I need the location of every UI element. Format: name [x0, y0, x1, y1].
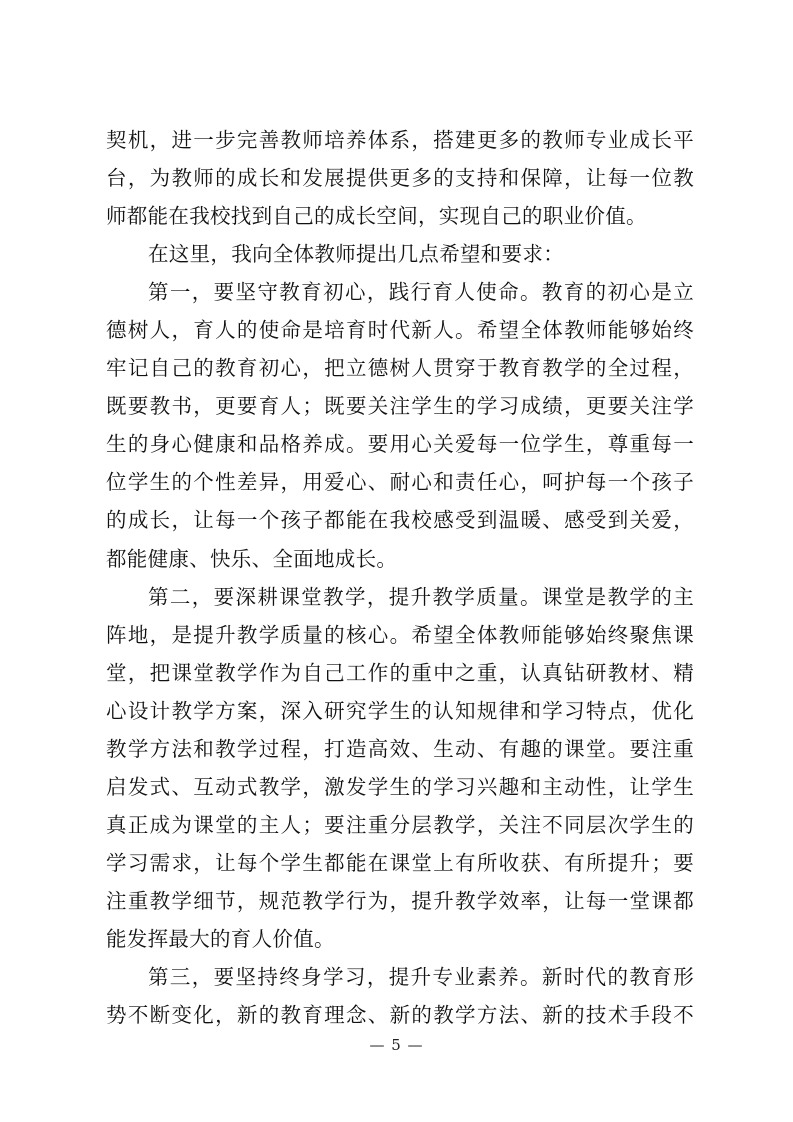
text-line: 学习需求，让每个学生都能在课堂上有所收获、有所提升；要	[106, 850, 694, 875]
text-line: 堂，把课堂教学作为自己工作的重中之重，认真钻研教材、精	[106, 660, 694, 685]
text-line: 真正成为课堂的主人；要注重分层教学，关注不同层次学生的	[106, 812, 694, 837]
text-line: 台，为教师的成长和发展提供更多的支持和保障，让每一位教	[106, 166, 694, 191]
text-line: 德树人，育人的使命是培育时代新人。希望全体教师能够始终	[106, 318, 694, 343]
text-line: 师都能在我校找到自己的成长空间，实现自己的职业价值。	[106, 204, 647, 229]
text-line: 生的身心健康和品格养成。要用心关爱每一位学生，尊重每一	[106, 432, 694, 457]
text-line: 注重教学细节，规范教学行为，提升教学效率，让每一堂课都	[106, 888, 694, 913]
text-line: 第三，要坚持终身学习，提升专业素养。新时代的教育形	[148, 965, 694, 990]
text-line: 在这里，我向全体教师提出几点希望和要求：	[148, 242, 564, 267]
text-line: 教学方法和教学过程，打造高效、生动、有趣的课堂。要注重	[106, 736, 694, 761]
text-line: 心设计教学方案，深入研究学生的认知规律和学习特点，优化	[106, 698, 694, 723]
text-line: 位学生的个性差异，用爱心、耐心和责任心，呵护每一个孩子	[106, 470, 694, 495]
text-line: 第二，要深耕课堂教学，提升教学质量。课堂是教学的主	[148, 584, 694, 609]
body-text	[106, 121, 694, 1034]
text-line: 启发式、互动式教学，激发学生的学习兴趣和主动性，让学生	[106, 774, 694, 799]
text-line: 契机，进一步完善教师培养体系，搭建更多的教师专业成长平	[106, 128, 694, 152]
text-line: 第一，要坚守教育初心，践行育人使命。教育的初心是立	[148, 280, 694, 305]
text-line: 阵地，是提升教学质量的核心。希望全体教师能够始终聚焦课	[106, 622, 694, 647]
page-number: — 5 —	[369, 1036, 424, 1054]
text-line: 能发挥最大的育人价值。	[106, 926, 335, 951]
text-line: 都能健康、快乐、全面地成长。	[106, 546, 398, 571]
text-line: 势不断变化，新的教育理念、新的教学方法、新的技术手段不	[106, 1003, 694, 1028]
text-line: 的成长，让每一个孩子都能在我校感受到温暖、感受到关爱，	[106, 508, 694, 533]
text-line: 既要教书，更要育人；既要关注学生的学习成绩，更要关注学	[106, 394, 694, 419]
text-line: 牢记自己的教育初心，把立德树人贯穿于教育教学的全过程，	[106, 356, 694, 381]
